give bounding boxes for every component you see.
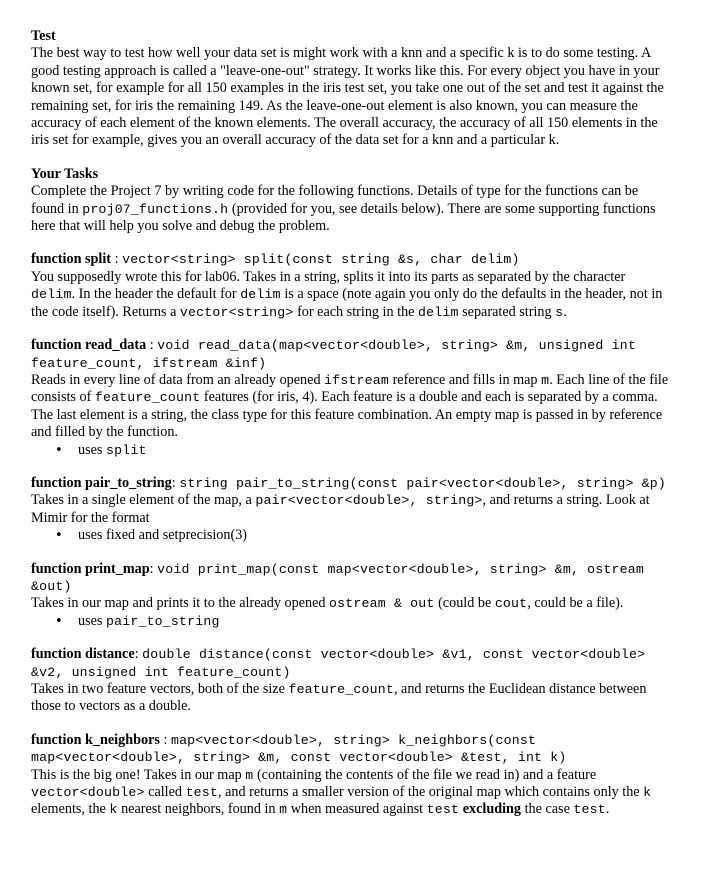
k-neighbors-code-test-3: test xyxy=(573,802,606,818)
k-neighbors-text-2: (containing the contents of the file we read in) and a feature xyxy=(253,766,597,783)
split-text-1: You supposedly wrote this for lab06. Takes in a string, splits it into its parts as separated by the character xyxy=(31,268,626,285)
split-separator: : xyxy=(111,251,123,268)
print-map-code-cout: cout xyxy=(494,596,528,612)
pair-to-string-text-2: , and returns a string. Look at Mimir for the format xyxy=(31,492,650,526)
split-signature: vector<string> split(const string &s, char delim) xyxy=(122,252,520,268)
k-neighbors-description xyxy=(31,767,671,819)
tasks-text-2: (provided for you, see details below). There are some supporting functions here that will help you solve and debug the problem. xyxy=(31,200,656,235)
split-text-5: separated string xyxy=(458,303,556,320)
split-code-delim-3: delim xyxy=(418,304,459,320)
print-map-text-1: Takes in our map and prints it to the already opened xyxy=(31,595,330,612)
pair-to-string-heading: function pair_to_string xyxy=(31,474,172,491)
read-data-bullet xyxy=(31,442,671,459)
k-neighbors-code-k-2: k xyxy=(109,802,118,818)
print-map-bullet xyxy=(31,613,671,630)
read-data-code-ifstream: ifstream xyxy=(324,372,390,388)
read-data-code-feature-count: feature_count xyxy=(94,390,201,406)
k-neighbors-code-test-2: test xyxy=(426,802,460,818)
k-neighbors-text-9: the case xyxy=(521,801,574,818)
k-neighbors-separator: : xyxy=(159,731,171,748)
read-data-signature-line xyxy=(31,337,671,372)
print-map-bullet-text: uses xyxy=(78,612,106,629)
tasks-text-1: Complete the Project 7 by writing code for the following functions. Details of type for the functions can be found in xyxy=(31,183,639,217)
print-map-bullet-code: pair_to_string xyxy=(105,613,220,629)
k-neighbors-text-6: nearest neighbors, found in xyxy=(117,801,280,818)
tasks-heading: Your Tasks xyxy=(31,165,99,182)
k-neighbors-text-5: elements, the xyxy=(31,801,110,818)
split-code-delim: delim xyxy=(31,287,72,303)
pair-to-string-description xyxy=(31,492,671,527)
test-body: The best way to test how well your data set is might work with a knn and a specific k is to do some testing. A good testing approach is called a "leave-one-out" strategy. It works like this. For every object you have in your known set, for example for all 150 examples in the iris test set, you take one out of the set and test it against the remaining set, for iris the remaining 149. As the leave-one-out element is also known, you can measure the accuracy of each element of the known elements. The overall accuracy, the accuracy of all 150 elements in the iris set for example, gives you an overall accuracy of the data set for a knn and a particular k. xyxy=(31,45,664,149)
pair-to-string-signature: string pair_to_string(const pair<vector<double>, string> &p) xyxy=(179,475,667,491)
print-map-text-3: , could be a file). xyxy=(527,595,624,612)
test-section xyxy=(31,28,671,150)
distance-description xyxy=(31,681,671,716)
print-map-text-2: (could be xyxy=(434,595,495,612)
pair-to-string-code-pair: pair<vector<double>, string> xyxy=(255,493,483,509)
k-neighbors-code-k: k xyxy=(643,785,652,801)
header-filename: proj07_functions.h xyxy=(82,201,229,217)
read-data-text-2: reference and fills in map xyxy=(389,371,542,388)
split-text-3: is a space (note again you only do the defaults in the header, not in the code itself). Returns a xyxy=(31,286,663,320)
k-neighbors-text-7: when measured against xyxy=(287,801,427,818)
split-code-return-type: vector<string> xyxy=(179,304,294,320)
print-map-code-ostream: ostream & out xyxy=(329,596,435,612)
k-neighbors-text-3: called xyxy=(144,784,186,801)
distance-signature: double distance(const vector<double> &v1, const vector<double> &v2, unsigned int feature_count) xyxy=(31,647,646,680)
read-data-description xyxy=(31,372,671,442)
distance-separator: : xyxy=(134,646,143,663)
k-neighbors-code-m: m xyxy=(245,767,254,783)
k-neighbors-heading: function k_neighbors xyxy=(31,731,160,748)
distance-section xyxy=(31,646,671,716)
tasks-body xyxy=(31,183,671,235)
read-data-separator: : xyxy=(146,337,158,354)
k-neighbors-code-m-2: m xyxy=(279,802,288,818)
distance-code-feature-count: feature_count xyxy=(288,682,394,697)
k-neighbors-section xyxy=(31,732,671,819)
pair-to-string-bullet: • uses fixed and setprecision(3) xyxy=(31,527,671,544)
distance-text-1: Takes in two feature vectors, both of the size xyxy=(31,681,289,697)
print-map-signature: void print_map(const map<vector<double>, string> &m, ostream &out) xyxy=(31,561,644,594)
pair-to-string-separator: : xyxy=(171,474,180,491)
document-content xyxy=(31,28,671,819)
split-code-delim-2: delim xyxy=(240,287,281,303)
k-neighbors-code-vector: vector<double> xyxy=(31,785,145,801)
split-code-s: s xyxy=(555,304,564,320)
k-neighbors-text-4: , and returns a smaller version of the original map which contains only the xyxy=(218,784,644,801)
k-neighbors-excluding: excluding xyxy=(462,801,522,818)
k-neighbors-signature-line xyxy=(31,732,671,767)
split-signature-line xyxy=(31,251,671,268)
pair-to-string-section xyxy=(31,475,671,545)
pair-to-string-bullets xyxy=(31,527,671,544)
read-data-text-1: Reads in every line of data from an already opened xyxy=(31,371,325,388)
print-map-separator: : xyxy=(149,560,158,577)
split-heading: function split xyxy=(31,251,112,268)
read-data-signature: void read_data(map<vector<double>, string> &m, unsigned int feature_count, ifstream &inf) xyxy=(31,338,636,371)
read-data-bullet-text: uses xyxy=(78,441,106,458)
tasks-section xyxy=(31,166,671,236)
k-neighbors-signature: map<vector<double>, string> k_neighbors(const map<vector<double>, string> &m, const vector<double> &test, int k) xyxy=(31,732,567,766)
read-data-bullet-code: split xyxy=(105,442,147,458)
k-neighbors-code-test: test xyxy=(185,785,219,801)
read-data-bullets xyxy=(31,442,671,459)
pair-to-string-signature-line xyxy=(31,475,671,492)
k-neighbors-text-10: . xyxy=(605,801,610,818)
print-map-signature-line xyxy=(31,561,671,596)
read-data-text-3: . Each line of the file consists of xyxy=(31,371,669,406)
read-data-heading: function read_data xyxy=(31,337,147,354)
split-section xyxy=(31,251,671,321)
print-map-bullets xyxy=(31,613,671,630)
split-text-6: . xyxy=(563,303,567,320)
print-map-description xyxy=(31,595,671,612)
print-map-section xyxy=(31,561,671,631)
distance-heading: function distance xyxy=(31,646,135,663)
read-data-text-4: features (for iris, 4). Each feature is a double and each is separated by a comma. The last element is a string, the class type for this feature combination. An empty map is passed in by reference and filled by the function. xyxy=(31,389,663,441)
distance-signature-line xyxy=(31,646,671,681)
pair-to-string-text-1: Takes in a single element of the map, a xyxy=(31,492,256,509)
split-text-2: . In the header the default for xyxy=(71,286,241,303)
print-map-heading: function print_map xyxy=(31,560,150,577)
read-data-code-m: m xyxy=(541,372,550,388)
k-neighbors-text-1: This is the big one! Takes in our map xyxy=(31,766,246,783)
read-data-section xyxy=(31,337,671,459)
split-text-4: for each string in the xyxy=(293,303,419,320)
distance-text-2: , and returns the Euclidean distance between those to vectors as a double. xyxy=(31,681,647,715)
split-description xyxy=(31,269,671,321)
test-heading: Test xyxy=(31,28,56,44)
